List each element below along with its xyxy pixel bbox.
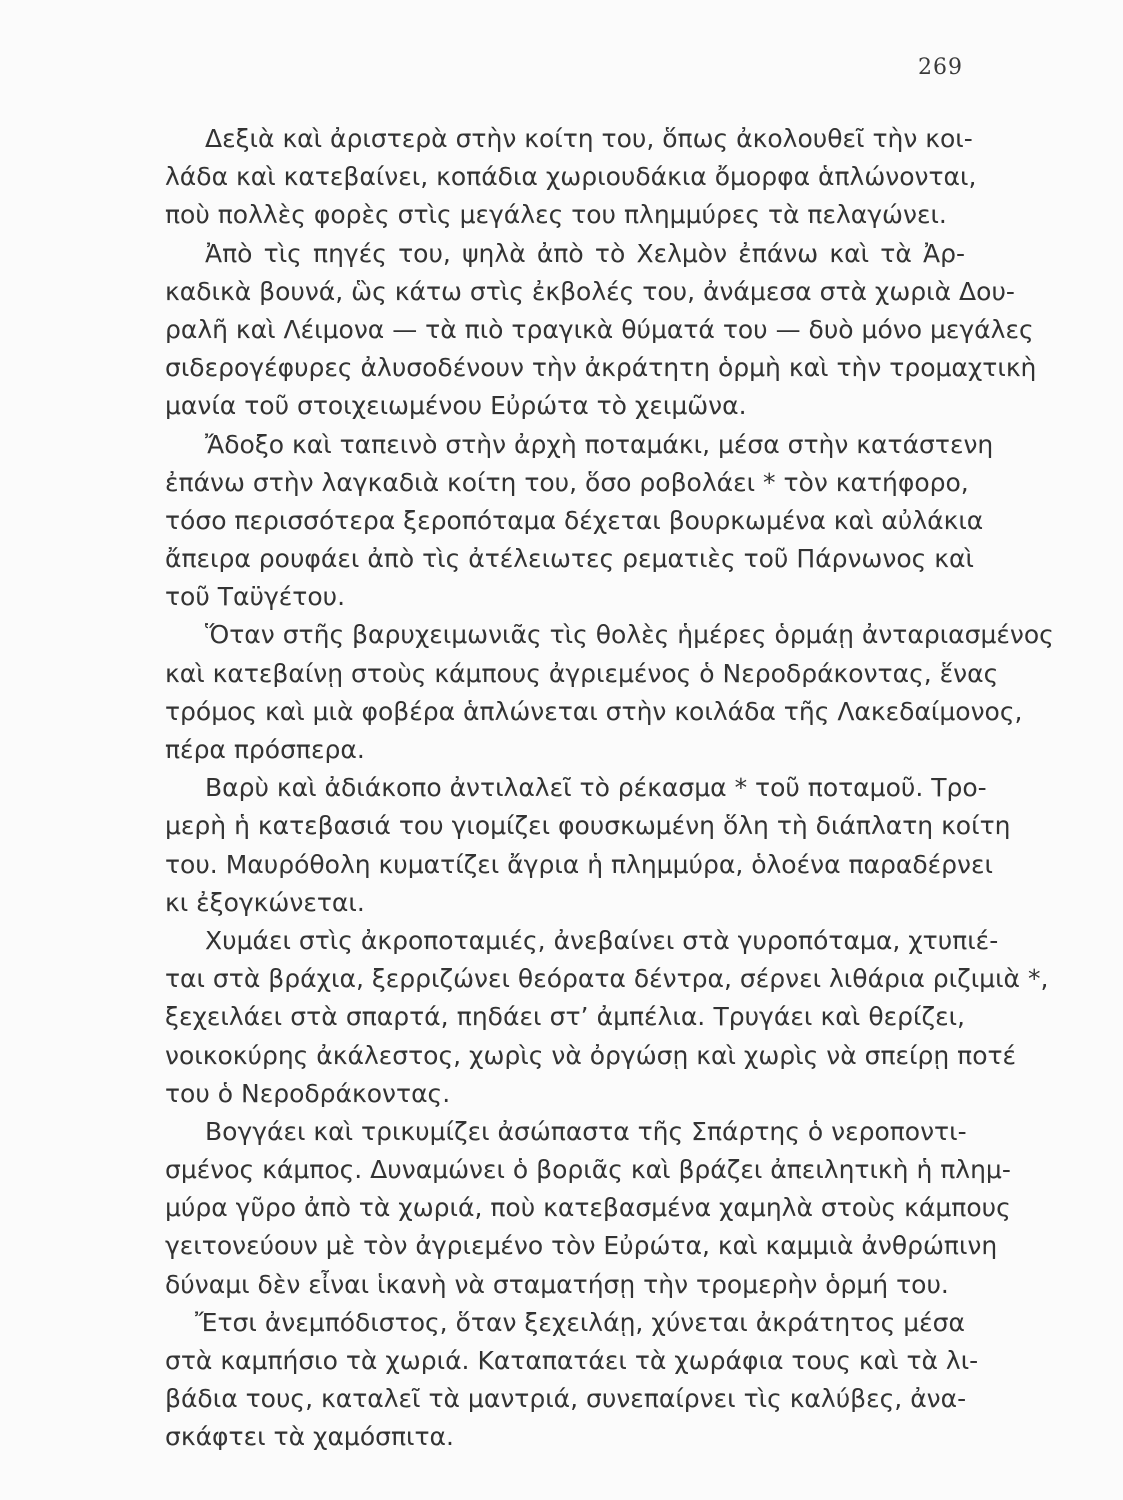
page-text	[165, 120, 1054, 1457]
text-line: σκάφτει τὰ χαμόσπιτα.	[165, 1422, 454, 1452]
text-line: στὰ καμπήσιο τὰ χωριά. Καταπατάει τὰ χωράφια τους καὶ τὰ λι-	[165, 1346, 979, 1375]
page-number: 269	[918, 55, 963, 80]
text-line: ραλῆ καὶ Λέιμονα — τὰ πιὸ τραγικὰ θύματά του — δυὸ μόνο μεγάλες	[165, 314, 1034, 344]
text-line: ἐπάνω στὴν λαγκαδιὰ κοίτη του, ὅσο ροβολάει * τὸν κατήφορο,	[165, 467, 969, 497]
text-line: Χυμάει στὶς ἀκροποταμιές, ἀνεβαίνει στὰ γυροπόταμα, χτυπιέ-	[205, 925, 999, 955]
text-line: Δεξιὰ καὶ ἀριστερὰ στὴν κοίτη του, ὅπως ἀκολουθεῖ τὴν κοι-	[205, 124, 973, 153]
text-line: καὶ κατεβαίνῃ στοὺς κάμπους ἀγριεμένος ὁ Νεροδράκοντας, ἕνας	[165, 658, 999, 688]
text-line: δύναμι δὲν εἶναι ἱκανὴ νὰ σταματήσῃ τὴν τρομερὴν ὁρμή του.	[165, 1269, 949, 1299]
paragraph	[165, 1113, 1011, 1304]
text-line: Ἀπὸ τὶς πηγές του, ψηλὰ ἀπὸ τὸ Χελμὸν ἐπάνω καὶ τὰ Ἀρ-	[205, 238, 965, 268]
text-line: γειτονεύουν μὲ τὸν ἀγριεμένο τὸν Εὐρώτα, καὶ καμμιὰ ἀνθρώπινη	[165, 1231, 998, 1261]
text-line: νοικοκύρης ἀκάλεστος, χωρὶς νὰ ὀργώσῃ καὶ χωρὶς νὰ σπείρῃ ποτέ	[165, 1040, 1017, 1070]
text-line: ποὺ πολλὲς φορὲς στὶς μεγάλες του πλημμύρες τὰ πελαγώνει.	[165, 200, 947, 230]
text-line: ἄπειρα ρουφάει ἀπὸ τὶς ἀτέλειωτες ρεματιὲς τοῦ Πάρνωνος καὶ	[165, 544, 974, 574]
text-line: βάδια τους, καταλεῖ τὰ μαντριά, συνεπαίρνει τὶς καλύβες, ἀνα-	[165, 1384, 967, 1414]
paragraph	[165, 120, 977, 235]
text-line: πέρα πρόσπερα.	[165, 735, 365, 764]
text-line: ξεχειλάει στὰ σπαρτά, πηδάει στ’ ἀμπέλια. Τρυγάει καὶ θερίζει,	[165, 1002, 965, 1032]
text-line: Ἄδοξο καὶ ταπεινὸ στὴν ἀρχὴ ποταμάκι, μέσα στὴν κατάστενη	[205, 429, 994, 459]
text-line: Βαρὺ καὶ ἀδιάκοπο ἀντιλαλεῖ τὸ ρέκασμα * τοῦ ποταμοῦ. Τρο-	[205, 773, 987, 803]
text-line: σιδερογέφυρες ἀλυσοδένουν τὴν ἀκράτητη ὁρμὴ καὶ τὴν τρομαχτικὴ	[165, 353, 1037, 383]
text-line: του ὁ Νεροδράκοντας.	[165, 1078, 451, 1108]
paragraph	[165, 769, 1011, 922]
text-line: Ὅταν στῆς βαρυχειμωνιᾶς τὶς θολὲς ἡμέρες ὁρμάῃ ἀνταριασμένος	[205, 620, 1054, 650]
text-line: λάδα καὶ κατεβαίνει, κοπάδια χωριουδάκια ὄμορφα ἁπλώνονται,	[165, 162, 977, 192]
paragraph	[165, 922, 1049, 1113]
paragraph	[165, 426, 994, 617]
text-line: καδικὰ βουνά, ὣς κάτω στὶς ἐκβολές του, ἀνάμεσα στὰ χωριὰ Δου-	[165, 276, 1015, 306]
text-line: ται στὰ βράχια, ξερριζώνει θεόρατα δέντρα, σέρνει λιθάρια ριζιμιὰ *,	[165, 964, 1049, 994]
text-line: του. Μαυρόθολη κυματίζει ἄγρια ἡ πλημμύρα, ὁλοένα παραδέρνει	[165, 849, 993, 879]
text-line: Βογγάει καὶ τρικυμίζει ἀσώπαστα τῆς Σπάρτης ὁ νεροποντι-	[205, 1116, 967, 1146]
text-line: μερὴ ἡ κατεβασιά του γιομίζει φουσκωμένη ὅλη τὴ διάπλατη κοίτη	[165, 811, 1011, 841]
text-line: μανία τοῦ στοιχειωμένου Εὐρώτα τὸ χειμῶνα.	[165, 391, 747, 421]
paragraph	[165, 1304, 979, 1457]
text-line: τρόμος καὶ μιὰ φοβέρα ἁπλώνεται στὴν κοιλάδα τῆς Λακεδαίμονος,	[165, 696, 1023, 726]
text-line: τόσο περισσότερα ξεροπόταμα δέχεται βουρκωμένα καὶ αὐλάκια	[165, 505, 984, 535]
text-line: Ἔτσι ἀνεμπόδιστος, ὅταν ξεχειλάῃ, χύνεται ἀκράτητος μέσα	[195, 1307, 965, 1337]
text-line: σμένος κάμπος. Δυναμώνει ὁ βοριᾶς καὶ βράζει ἀπειλητικὴ ἡ πλημ-	[165, 1155, 1011, 1185]
paragraph	[165, 616, 1054, 769]
text-line: κι ἐξογκώνεται.	[165, 887, 365, 917]
text-line: μύρα γῦρο ἀπὸ τὰ χωριά, ποὺ κατεβασμένα χαμηλὰ στοὺς κάμπους	[165, 1193, 1011, 1223]
text-line: τοῦ Ταϋγέτου.	[165, 582, 346, 612]
paragraph	[165, 235, 1037, 426]
